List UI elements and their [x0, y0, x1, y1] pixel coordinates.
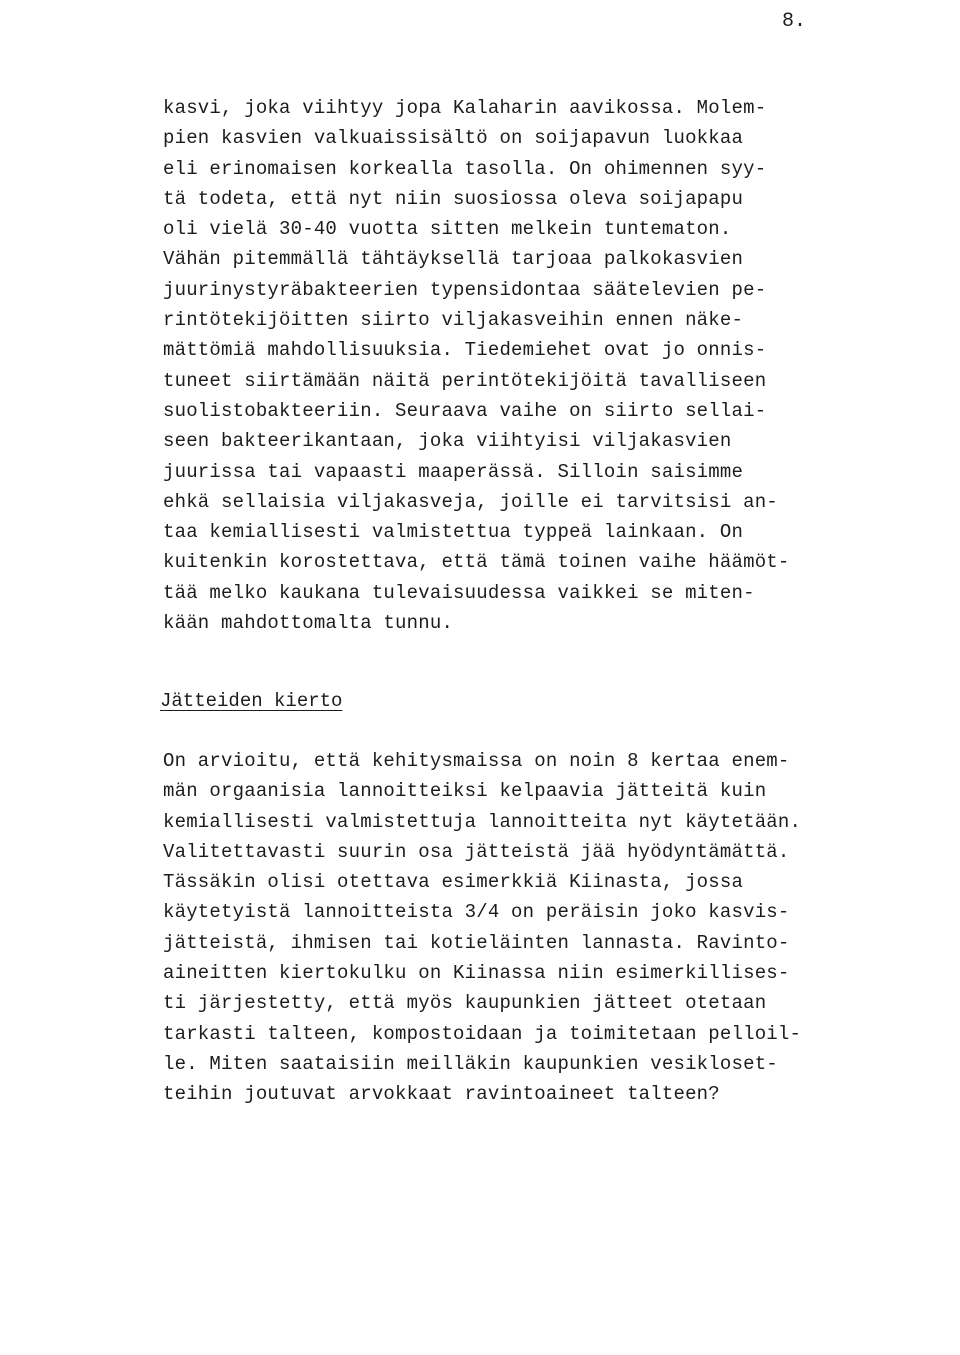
page-number: 8. [782, 10, 807, 33]
text-line: teihin joutuvat arvokkaat ravintoaineet talteen? [163, 1083, 720, 1106]
text-line: kuitenkin korostettava, että tämä toinen vaihe häämöt- [163, 551, 790, 574]
text-line: jätteistä, ihmisen tai kotieläinten lannasta. Ravinto- [163, 931, 790, 954]
body-paragraph-2 [163, 746, 853, 1110]
text-line: kemiallisesti valmistettuja lannoitteita nyt käytetään. [163, 810, 802, 833]
text-line: On arvioitu, että kehitysmaissa on noin 8 kertaa enem- [163, 750, 790, 772]
text-line: tää melko kaukana tulevaisuudessa vaikkei se miten- [163, 581, 755, 604]
text-line: rintötekijöitten siirto viljakasveihin ennen näke- [163, 309, 744, 332]
text-line: eli erinomaisen korkealla tasolla. On ohimennen syy- [163, 157, 767, 180]
text-line: pien kasvien valkuaissisältö on soijapavun luokkaa [163, 127, 744, 150]
text-line: kään mahdottomalta tunnu. [163, 612, 454, 635]
text-line: aineitten kiertokulku on Kiinassa niin esimerkillises- [163, 962, 790, 985]
text-line: oli vielä 30-40 vuotta sitten melkein tuntematon. [163, 218, 732, 241]
text-line: mättömiä mahdollisuuksia. Tiedemiehet ovat jo onnis- [163, 339, 767, 362]
body-paragraph-1 [163, 93, 853, 638]
text-line: suolistobakteeriin. Seuraava vaihe on siirto sellai- [163, 399, 767, 422]
text-line: le. Miten saataisiin meilläkin kaupunkien vesikloset- [163, 1052, 778, 1075]
text-line: kasvi, joka viihtyy jopa Kalaharin aavikossa. Molem- [163, 97, 767, 119]
text-line: juurissa tai vapaasti maaperässä. Silloin saisimme [163, 460, 744, 483]
text-line: tuneet siirtämään näitä perintötekijöitä tavalliseen [163, 369, 767, 392]
text-line: taa kemiallisesti valmistettua typpeä lainkaan. On [163, 521, 744, 544]
text-line: tarkasti talteen, kompostoidaan ja toimitetaan pelloil- [163, 1022, 802, 1045]
text-line: käytetyistä lannoitteista 3/4 on peräisin joko kasvis- [163, 901, 790, 924]
text-line: Valitettavasti suurin osa jätteistä jää hyödyntämättä. [163, 840, 790, 863]
text-line: ti järjestetty, että myös kaupunkien jätteet otetaan [163, 992, 767, 1015]
text-line: Vähän pitemmällä tähtäyksellä tarjoaa palkokasvien [163, 248, 744, 271]
text-line: tä todeta, että nyt niin suosiossa oleva soijapapu [163, 187, 744, 210]
text-line: Tässäkin olisi otettava esimerkkiä Kiinasta, jossa [163, 871, 744, 894]
text-line: män orgaanisia lannoitteiksi kelpaavia jätteitä kuin [163, 780, 767, 803]
text-line: ehkä sellaisia viljakasveja, joille ei tarvitsisi an- [163, 490, 778, 513]
text-line: juurinystyräbakteerien typensidontaa säätelevien pe- [163, 278, 767, 301]
section-heading: Jätteiden kierto [160, 690, 343, 712]
text-line: seen bakteerikantaan, joka viihtyisi viljakasvien [163, 430, 732, 453]
